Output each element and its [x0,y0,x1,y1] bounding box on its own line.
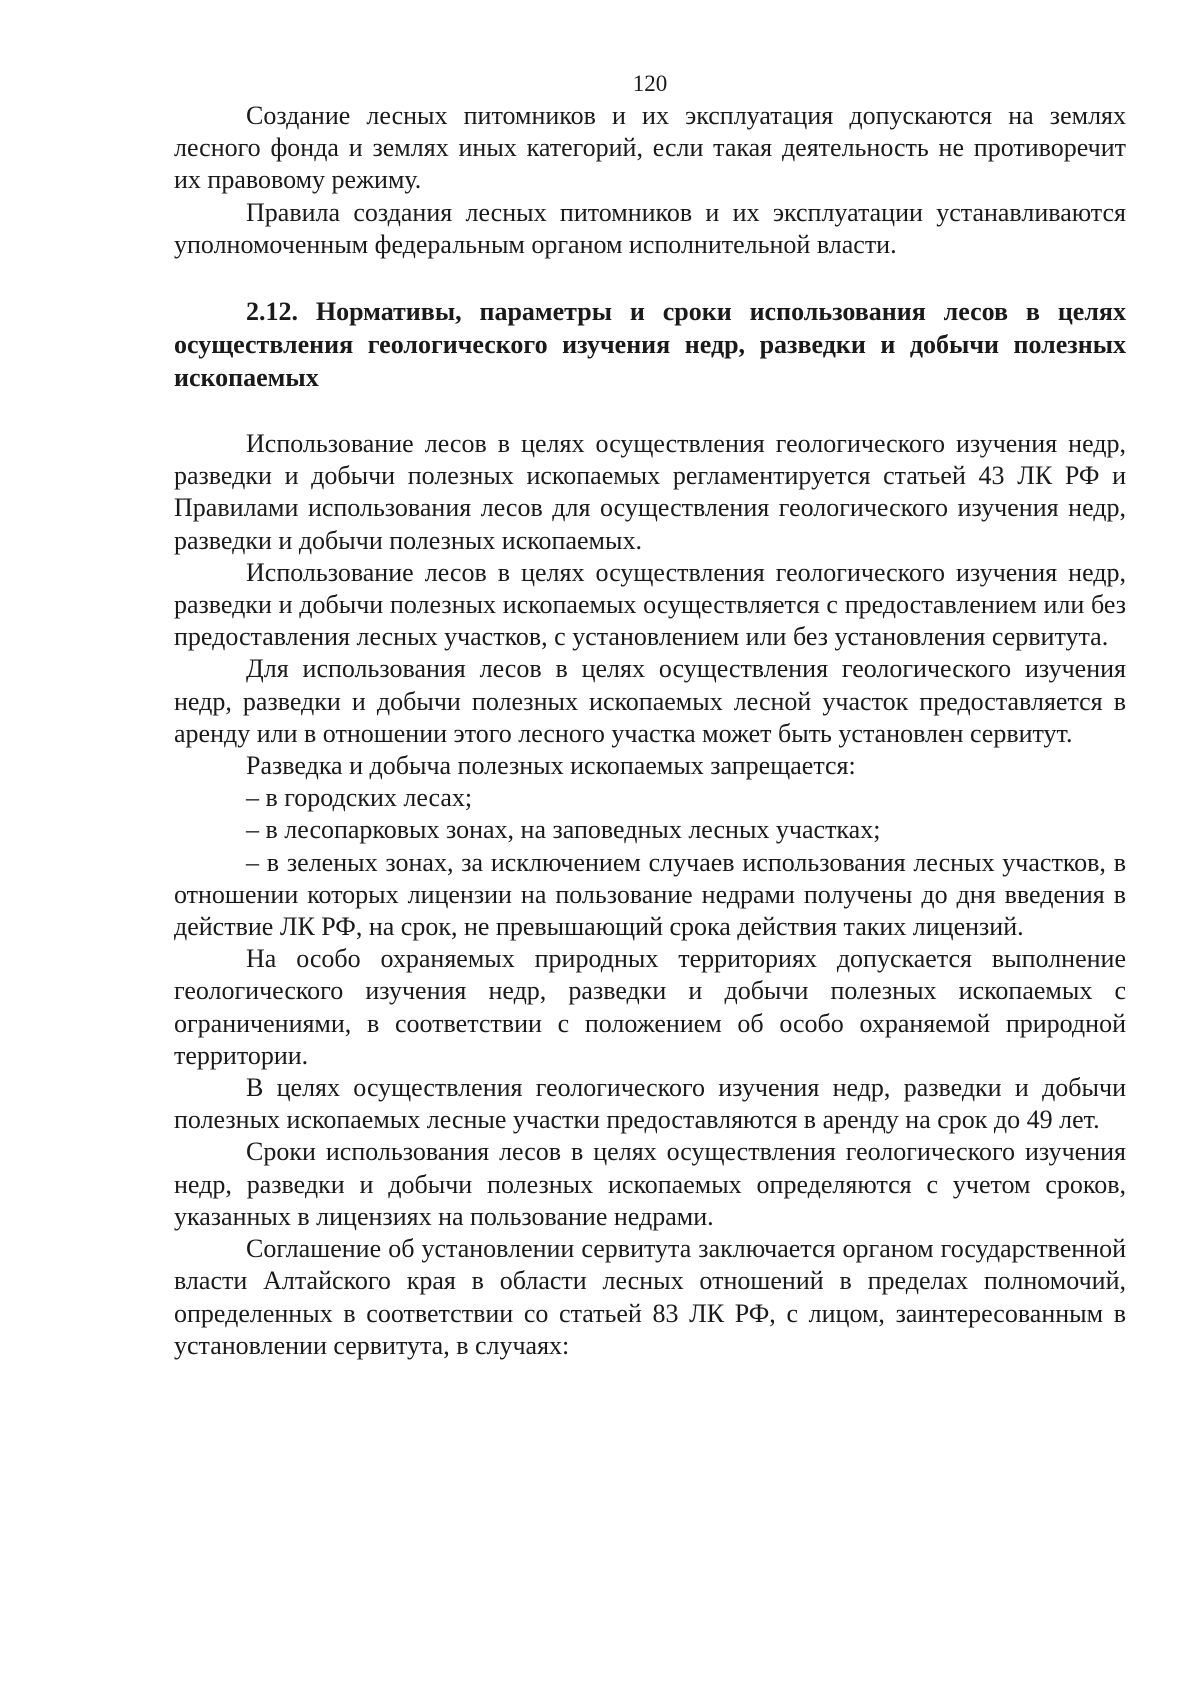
paragraph: Для использования лесов в целях осуществления геологического изучения недр, разведки и добычи полезных ископаемых лесной участок предоставляется в аренду или в отношении этого лесного участка может быть установлен сервитут. [174,654,1126,748]
spacer [174,261,1126,295]
list-item: – в лесопарковых зонах, на заповедных лесных участках; [246,815,881,845]
document-page [174,68,1126,1362]
paragraph: Создание лесных питомников и их эксплуатация допускаются на землях лесного фонда и землях иных категорий, если такая деятельность не противоречит их правовому режиму. [174,101,1126,195]
page-number: 120 [632,71,668,96]
paragraph: Разведка и добыча полезных ископаемых запрещается: [246,751,856,781]
list-item: – в зеленых зонах, за исключением случаев использования лесных участков, в отношении которых лицензии на пользование недрами получены до дня введения в действие ЛК РФ, на срок, не превышающий срока действия таких лицензий. [174,847,1126,942]
paragraph: Соглашение об установлении сервитута заключается органом государственной власти Алтайского края в области лесных отношений в пределах полномочий, определенных в соответствии со статьей 83 ЛК РФ, с лицом, заинтересованным в установлении сервитута, в случаях: [174,1234,1126,1360]
paragraph: Использование лесов в целях осуществления геологического изучения недр, разведки и добычи полезных ископаемых осуществляется с предоставлением или без предоставления лесных участков, с установлением или без установления сервитута. [174,557,1126,652]
paragraph: Использование лесов в целях осуществления геологического изучения недр, разведки и добычи полезных ископаемых регламентируется статьей 43 ЛК РФ и Правилами использования лесов для осуществления геологического изучения недр, разведки и добычи полезных ископаемых. [174,429,1126,555]
paragraph: В целях осуществления геологического изучения недр, разведки и добычи полезных ископаемых лесные участки предоставляются в аренду на срок до 49 лет. [174,1073,1126,1135]
paragraph: На особо охраняемых природных территориях допускается выполнение геологического изучения недр, разведки и добычи полезных ископаемых с ограничениями, в соответствии с положением об особо охраняемой природной территории. [174,944,1126,1070]
paragraph: Сроки использования лесов в целях осуществления геологического изучения недр, разведки и добычи полезных ископаемых определяются с учетом сроков, указанных в лицензиях на пользование недрами. [174,1137,1126,1231]
paragraph: Правила создания лесных питомников и их эксплуатации устанавливаются уполномоченным федеральным органом исполнительной власти. [174,197,1126,259]
section-heading: 2.12. Нормативы, параметры и сроки использования лесов в целях осуществления геологического изучения недр, разведки и добычи полезных ископаемых [174,297,1126,393]
list-item: – в городских лесах; [246,783,473,813]
spacer [174,394,1126,428]
